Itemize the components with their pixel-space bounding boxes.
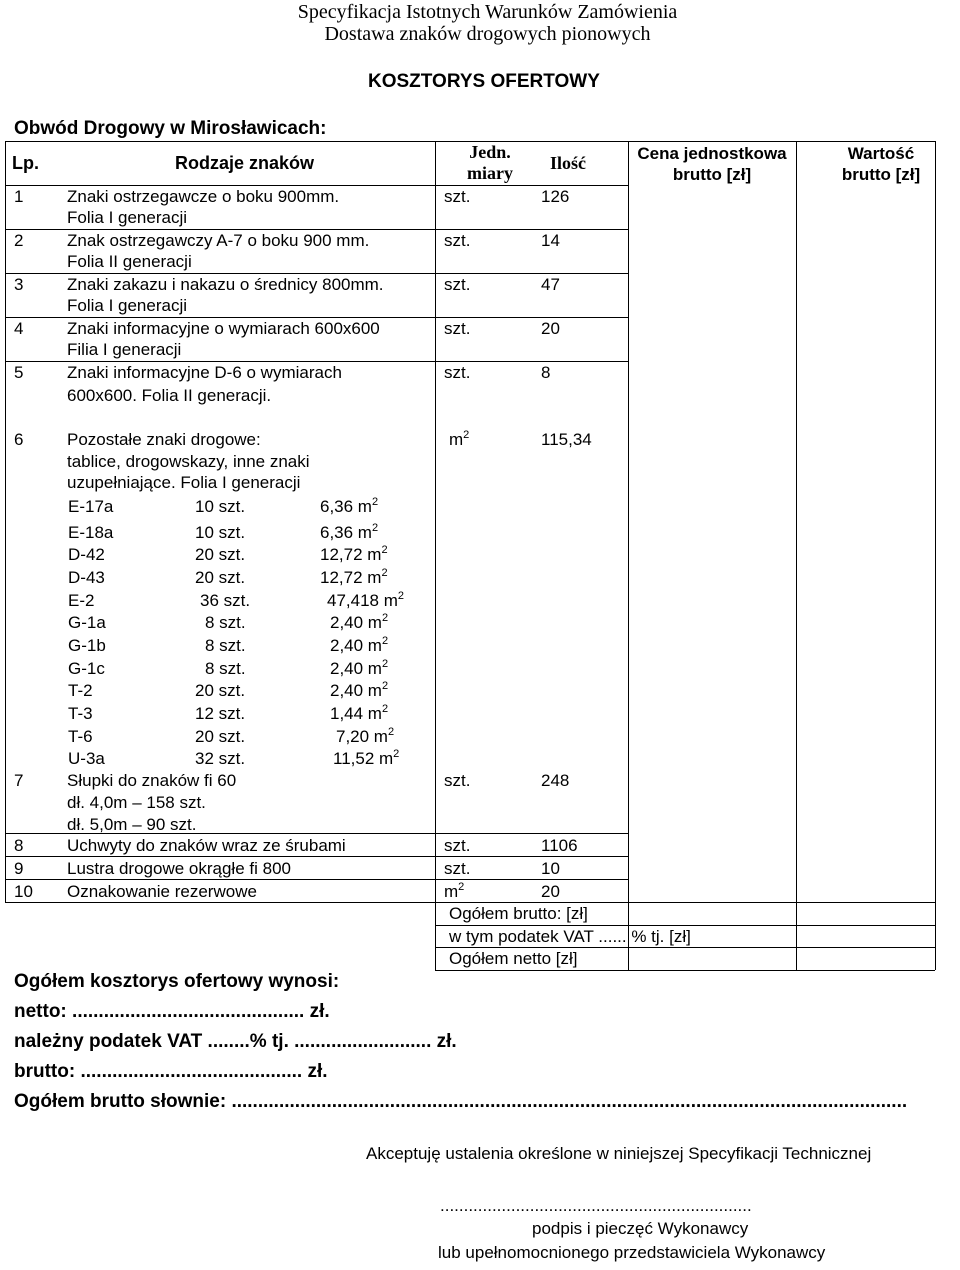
col-header-unit-line-2: miary bbox=[467, 163, 513, 183]
sub-sign-area-sup: 2 bbox=[381, 703, 389, 715]
row-lp: 9 bbox=[14, 859, 24, 878]
sub-sign-area bbox=[330, 659, 388, 679]
row-lp: 3 bbox=[14, 275, 24, 294]
row-unit: szt. bbox=[444, 363, 471, 382]
col-header-unit bbox=[450, 142, 530, 184]
row-name: Pozostałe znaki drogowe: bbox=[67, 430, 261, 449]
table-rule bbox=[5, 856, 628, 857]
row-name: Znaki zakazu i nakazu o średnicy 800mm. bbox=[67, 275, 384, 294]
total-gross-label: Ogółem brutto: [zł] bbox=[449, 904, 588, 923]
sub-sign-area-sup: 2 bbox=[371, 496, 379, 508]
sub-sign-area-sup: 2 bbox=[397, 590, 405, 602]
sub-sign-area-text: 2,40 m bbox=[330, 681, 382, 700]
row-qty: 20 bbox=[541, 882, 560, 901]
page-title: KOSZTORYS OFERTOWY bbox=[368, 71, 600, 92]
row-name: Uchwyty do znaków wraz ze śrubami bbox=[67, 836, 346, 855]
row-name-cont: Filia I generacji bbox=[67, 340, 182, 359]
sub-sign-code: E-2 bbox=[68, 591, 95, 610]
row-lp: 6 bbox=[14, 430, 24, 449]
row-qty: 14 bbox=[541, 231, 560, 250]
row-unit-text: m bbox=[449, 430, 464, 449]
signature-caption: podpis i pieczęć Wykonawcy bbox=[532, 1219, 749, 1238]
col-header-value-line-1: Wartość bbox=[847, 144, 915, 163]
total-vat-label: w tym podatek VAT ...... % tj. [zł] bbox=[449, 927, 691, 946]
table-rule bbox=[5, 273, 628, 274]
row-unit bbox=[449, 430, 469, 450]
sub-sign-code: U-3a bbox=[68, 749, 105, 768]
col-header-lp: Lp. bbox=[12, 153, 39, 173]
row-unit-sup: 2 bbox=[463, 429, 470, 441]
sub-sign-code: E-18a bbox=[68, 523, 114, 542]
row-qty: 10 bbox=[541, 859, 560, 878]
table-rule bbox=[435, 970, 935, 971]
row-qty: 248 bbox=[541, 771, 570, 790]
sub-sign-count: 20 szt. bbox=[195, 568, 246, 587]
sub-sign-code: E-17a bbox=[68, 497, 114, 516]
row-lp: 2 bbox=[14, 231, 24, 250]
sub-sign-code: D-42 bbox=[68, 545, 105, 564]
row-lp: 4 bbox=[14, 319, 24, 338]
row-unit: szt. bbox=[444, 771, 471, 790]
table-rule bbox=[5, 361, 628, 362]
acceptance-statement: Akceptuję ustalenia określone w niniejszej Specyfikacji Technicznej bbox=[366, 1144, 872, 1163]
row-name: Znaki informacyjne D-6 o wymiarach bbox=[67, 363, 342, 382]
sub-sign-area bbox=[320, 497, 378, 517]
sub-sign-area-sup: 2 bbox=[381, 567, 388, 579]
summary-vat: należny podatek VAT ........% tj. .......................... zł. bbox=[14, 1031, 457, 1052]
col-header-price bbox=[628, 143, 796, 185]
sub-sign-area bbox=[330, 636, 388, 656]
row-unit: szt. bbox=[444, 187, 471, 206]
sub-sign-area-text: 6,36 m bbox=[320, 523, 372, 542]
sub-sign-area-sup: 2 bbox=[371, 522, 379, 534]
sub-sign-code: T-3 bbox=[68, 704, 93, 723]
sub-sign-area-sup: 2 bbox=[387, 726, 395, 738]
sub-sign-code: G-1a bbox=[68, 613, 106, 632]
col-header-qty: Ilość bbox=[550, 153, 586, 173]
sub-sign-area-sup: 2 bbox=[381, 635, 389, 647]
sub-sign-area-sup: 2 bbox=[381, 612, 389, 624]
row-qty: 1106 bbox=[541, 836, 578, 855]
row-name: Znak ostrzegawczy A-7 o boku 900 mm. bbox=[67, 231, 370, 250]
row-name: Znaki ostrzegawcze o boku 900mm. bbox=[67, 187, 340, 206]
row-name-cont: Folia I generacji bbox=[67, 208, 188, 227]
sub-sign-count: 36 szt. bbox=[200, 591, 251, 610]
sub-sign-area bbox=[333, 749, 399, 769]
header-line-2: Dostawa znaków drogowych pionowych bbox=[324, 23, 651, 45]
sub-sign-area-text: 6,36 m bbox=[320, 497, 372, 516]
col-header-price-line-1: Cena jednostkowa bbox=[637, 144, 787, 163]
sub-sign-area bbox=[336, 727, 394, 747]
sub-sign-area-text: 2,40 m bbox=[330, 636, 382, 655]
row-qty: 115,34 bbox=[541, 430, 592, 449]
sub-sign-count: 12 szt. bbox=[195, 704, 246, 723]
row-lp: 1 bbox=[14, 187, 24, 206]
row-unit: szt. bbox=[444, 231, 471, 250]
row-name: Lustra drogowe okrągłe fi 800 bbox=[67, 859, 291, 878]
table-rule bbox=[5, 879, 628, 880]
sub-sign-area-text: 47,418 m bbox=[327, 591, 398, 610]
table-rule bbox=[5, 229, 628, 230]
row-name-cont: uzupełniające. Folia I generacji bbox=[67, 473, 301, 492]
sub-sign-count: 20 szt. bbox=[195, 727, 246, 746]
sub-sign-area-sup: 2 bbox=[381, 544, 388, 556]
sub-sign-area-sup: 2 bbox=[381, 658, 389, 670]
sub-sign-area bbox=[327, 591, 404, 611]
summary-words: Ogółem brutto słownie: ................................................................................................................................ bbox=[14, 1091, 908, 1112]
table-rule bbox=[796, 141, 797, 970]
row-qty: 8 bbox=[541, 363, 551, 382]
sub-sign-area bbox=[330, 704, 388, 724]
sub-sign-area-text: 11,52 m bbox=[333, 749, 394, 768]
sub-sign-area bbox=[320, 523, 378, 543]
row-unit bbox=[444, 882, 464, 902]
sub-sign-count: 10 szt. bbox=[195, 497, 246, 516]
table-rule bbox=[435, 141, 436, 970]
sub-sign-area-text: 12,72 m bbox=[320, 568, 382, 587]
col-header-name: Rodzaje znaków bbox=[175, 153, 315, 173]
row-unit: szt. bbox=[444, 275, 471, 294]
table-rule bbox=[5, 141, 6, 902]
row-name-cont: dł. 4,0m – 158 szt. bbox=[67, 793, 206, 812]
table-rule bbox=[435, 925, 935, 926]
sub-sign-count: 8 szt. bbox=[205, 659, 246, 678]
sub-sign-area-text: 2,40 m bbox=[330, 613, 382, 632]
row-lp: 8 bbox=[14, 836, 24, 855]
row-name: Znaki informacyjne o wymiarach 600x600 bbox=[67, 319, 380, 338]
sub-sign-area bbox=[320, 568, 388, 588]
sub-sign-count: 8 szt. bbox=[205, 613, 246, 632]
row-unit: szt. bbox=[444, 859, 471, 878]
row-qty: 47 bbox=[541, 275, 560, 294]
summary-brutto: brutto: .......................................... zł. bbox=[14, 1061, 328, 1082]
table-rule bbox=[5, 185, 628, 186]
row-name: Słupki do znaków fi 60 bbox=[67, 771, 237, 790]
row-unit: szt. bbox=[444, 319, 471, 338]
signature-dots: .................................................................. bbox=[440, 1196, 752, 1215]
row-unit-text: m bbox=[444, 882, 459, 901]
row-name-cont: 600x600. Folia II generacji. bbox=[67, 386, 272, 405]
table-rule bbox=[5, 317, 628, 318]
sub-sign-code: G-1c bbox=[68, 659, 105, 678]
row-name-cont: dł. 5,0m – 90 szt. bbox=[67, 815, 197, 834]
row-unit-sup: 2 bbox=[458, 881, 465, 893]
row-unit: szt. bbox=[444, 836, 471, 855]
summary-netto: netto: ............................................ zł. bbox=[14, 1001, 330, 1022]
row-lp: 10 bbox=[14, 882, 33, 901]
sub-sign-area-text: 7,20 m bbox=[336, 727, 388, 746]
sub-sign-area-sup: 2 bbox=[381, 680, 389, 692]
sub-sign-area-text: 12,72 m bbox=[320, 545, 382, 564]
row-name-cont: tablice, drogowskazy, inne znaki bbox=[67, 452, 310, 471]
signature-caption-2: lub upełnomocnionego przedstawiciela Wykonawcy bbox=[438, 1243, 826, 1262]
sub-sign-area bbox=[320, 545, 388, 565]
sub-sign-area-text: 1,44 m bbox=[330, 704, 382, 723]
row-qty: 126 bbox=[541, 187, 570, 206]
total-net-label: Ogółem netto [zł] bbox=[449, 949, 578, 968]
sub-sign-area-text: 2,40 m bbox=[330, 659, 382, 678]
col-header-unit-line-1: Jedn. bbox=[469, 142, 511, 162]
row-name-cont: Folia II generacji bbox=[67, 252, 192, 271]
sub-sign-code: G-1b bbox=[68, 636, 106, 655]
table-rule bbox=[435, 947, 935, 948]
sub-sign-area bbox=[330, 613, 388, 633]
header-line-1: Specyfikacja Istotnych Warunków Zamówienia bbox=[297, 1, 678, 23]
sub-sign-code: D-43 bbox=[68, 568, 105, 587]
region-title: Obwód Drogowy w Mirosławicach: bbox=[14, 118, 327, 139]
sub-sign-code: T-6 bbox=[68, 727, 93, 746]
col-header-value-line-2: brutto [zł] bbox=[841, 165, 921, 184]
table-rule bbox=[628, 141, 629, 970]
sub-sign-count: 8 szt. bbox=[205, 636, 246, 655]
sub-sign-count: 20 szt. bbox=[195, 545, 246, 564]
row-name: Oznakowanie rezerwowe bbox=[67, 882, 257, 901]
sub-sign-count: 10 szt. bbox=[195, 523, 246, 542]
sub-sign-area bbox=[330, 681, 388, 701]
row-lp: 5 bbox=[14, 363, 24, 382]
sub-sign-count: 20 szt. bbox=[195, 681, 246, 700]
sub-sign-area-sup: 2 bbox=[393, 748, 400, 760]
sub-sign-count: 32 szt. bbox=[195, 749, 246, 768]
summary-heading: Ogółem kosztorys ofertowy wynosi: bbox=[14, 971, 340, 992]
col-header-value bbox=[796, 143, 960, 185]
row-name-cont: Folia I generacji bbox=[67, 296, 188, 315]
col-header-price-line-2: brutto [zł] bbox=[672, 165, 752, 184]
sub-sign-code: T-2 bbox=[68, 681, 93, 700]
row-qty: 20 bbox=[541, 319, 560, 338]
table-rule bbox=[935, 141, 936, 970]
row-lp: 7 bbox=[14, 771, 24, 790]
